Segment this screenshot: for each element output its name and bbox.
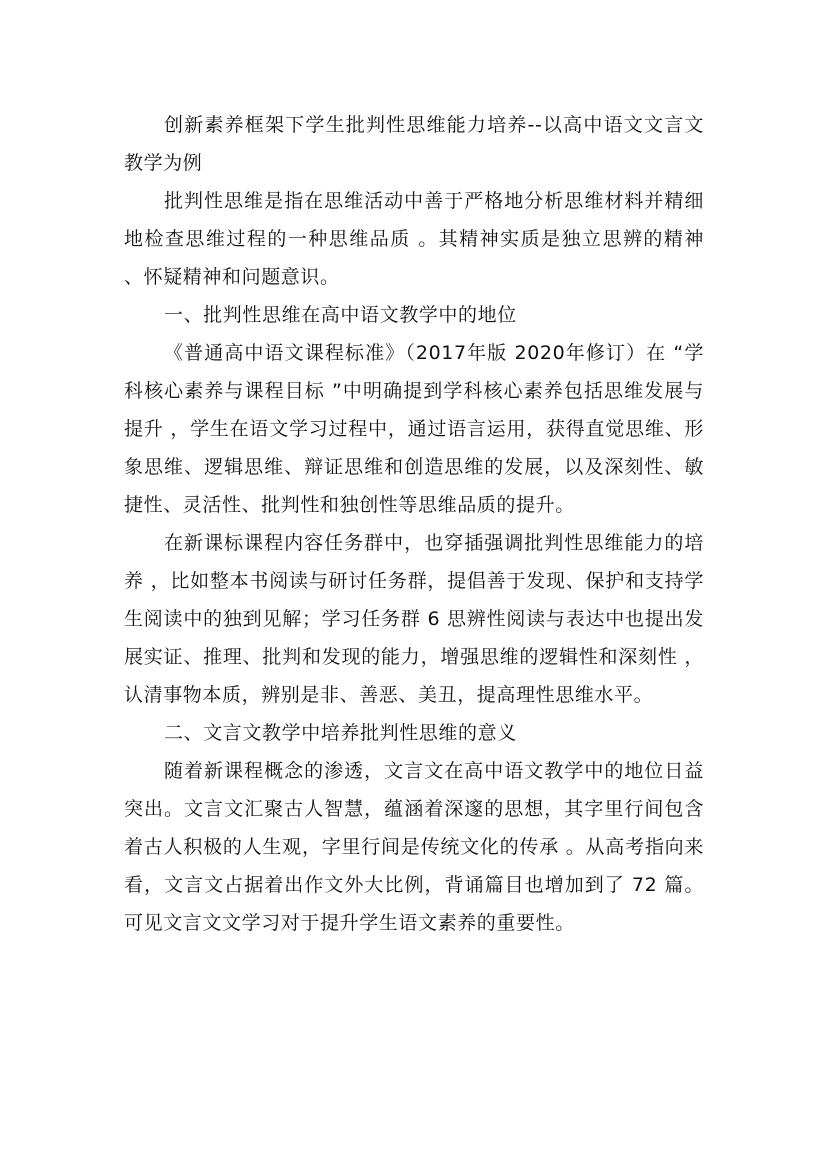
- paragraph-definition: 批判性思维是指在思维活动中善于严格地分析思维材料并精细地检查思维过程的一种思维品质 。其精神实质是独立思辨的精神 、怀疑精神和问题意识。: [124, 190, 704, 288]
- document-title: 创新素养框架下学生批判性思维能力培养--以高中语文文言文教学为例: [124, 114, 704, 174]
- paragraph-classical-chinese: 随着新课程概念的渗透，文言文在高中语文教学中的地位日益突出。文言文汇聚古人智慧，蕴涵着深邃的思想，其字里行间包含着古人积极的人生观，字里行间是传统文化的传承 。从高考指向来看，文言文占据着出作文外大比例，背诵篇目也增加到了 72 篇。可见文言文文学习对于提升学生语文素养的重要性。: [124, 760, 704, 934]
- section-heading-1: 一、批判性思维在高中语文教学中的地位: [164, 304, 517, 326]
- paragraph-task-groups: 在新课标课程内容任务群中，也穿插强调批判性思维能力的培养 ，比如整本书阅读与研讨任务群，提倡善于发现、保护和支持学生阅读中的独到见解；学习任务群 6 思辨性阅读与表达中也提出发展实证、推理、批判和发现的能力，增强思维的逻辑性和深刻性 ，认清事物本质，辨别是非、善恶、美丑，提高理性思维水平。: [124, 532, 704, 706]
- document-body: [124, 106, 704, 942]
- section-heading-2: 二、文言文教学中培养批判性思维的意义: [164, 722, 517, 744]
- paragraph-curriculum-standard: 《普通高中语文课程标准》（2017年版 2020年修订）在 “学科核心素养与课程目标 ”中明确提到学科核心素养包括思维发展与提升 ，学生在语文学习过程中，通过语言运用，获得直觉思维、形象思维、逻辑思维、辩证思维和创造思维的发展，以及深刻性、敏捷性、灵活性、批判性和独创性等思维品质的提升。: [124, 342, 704, 516]
